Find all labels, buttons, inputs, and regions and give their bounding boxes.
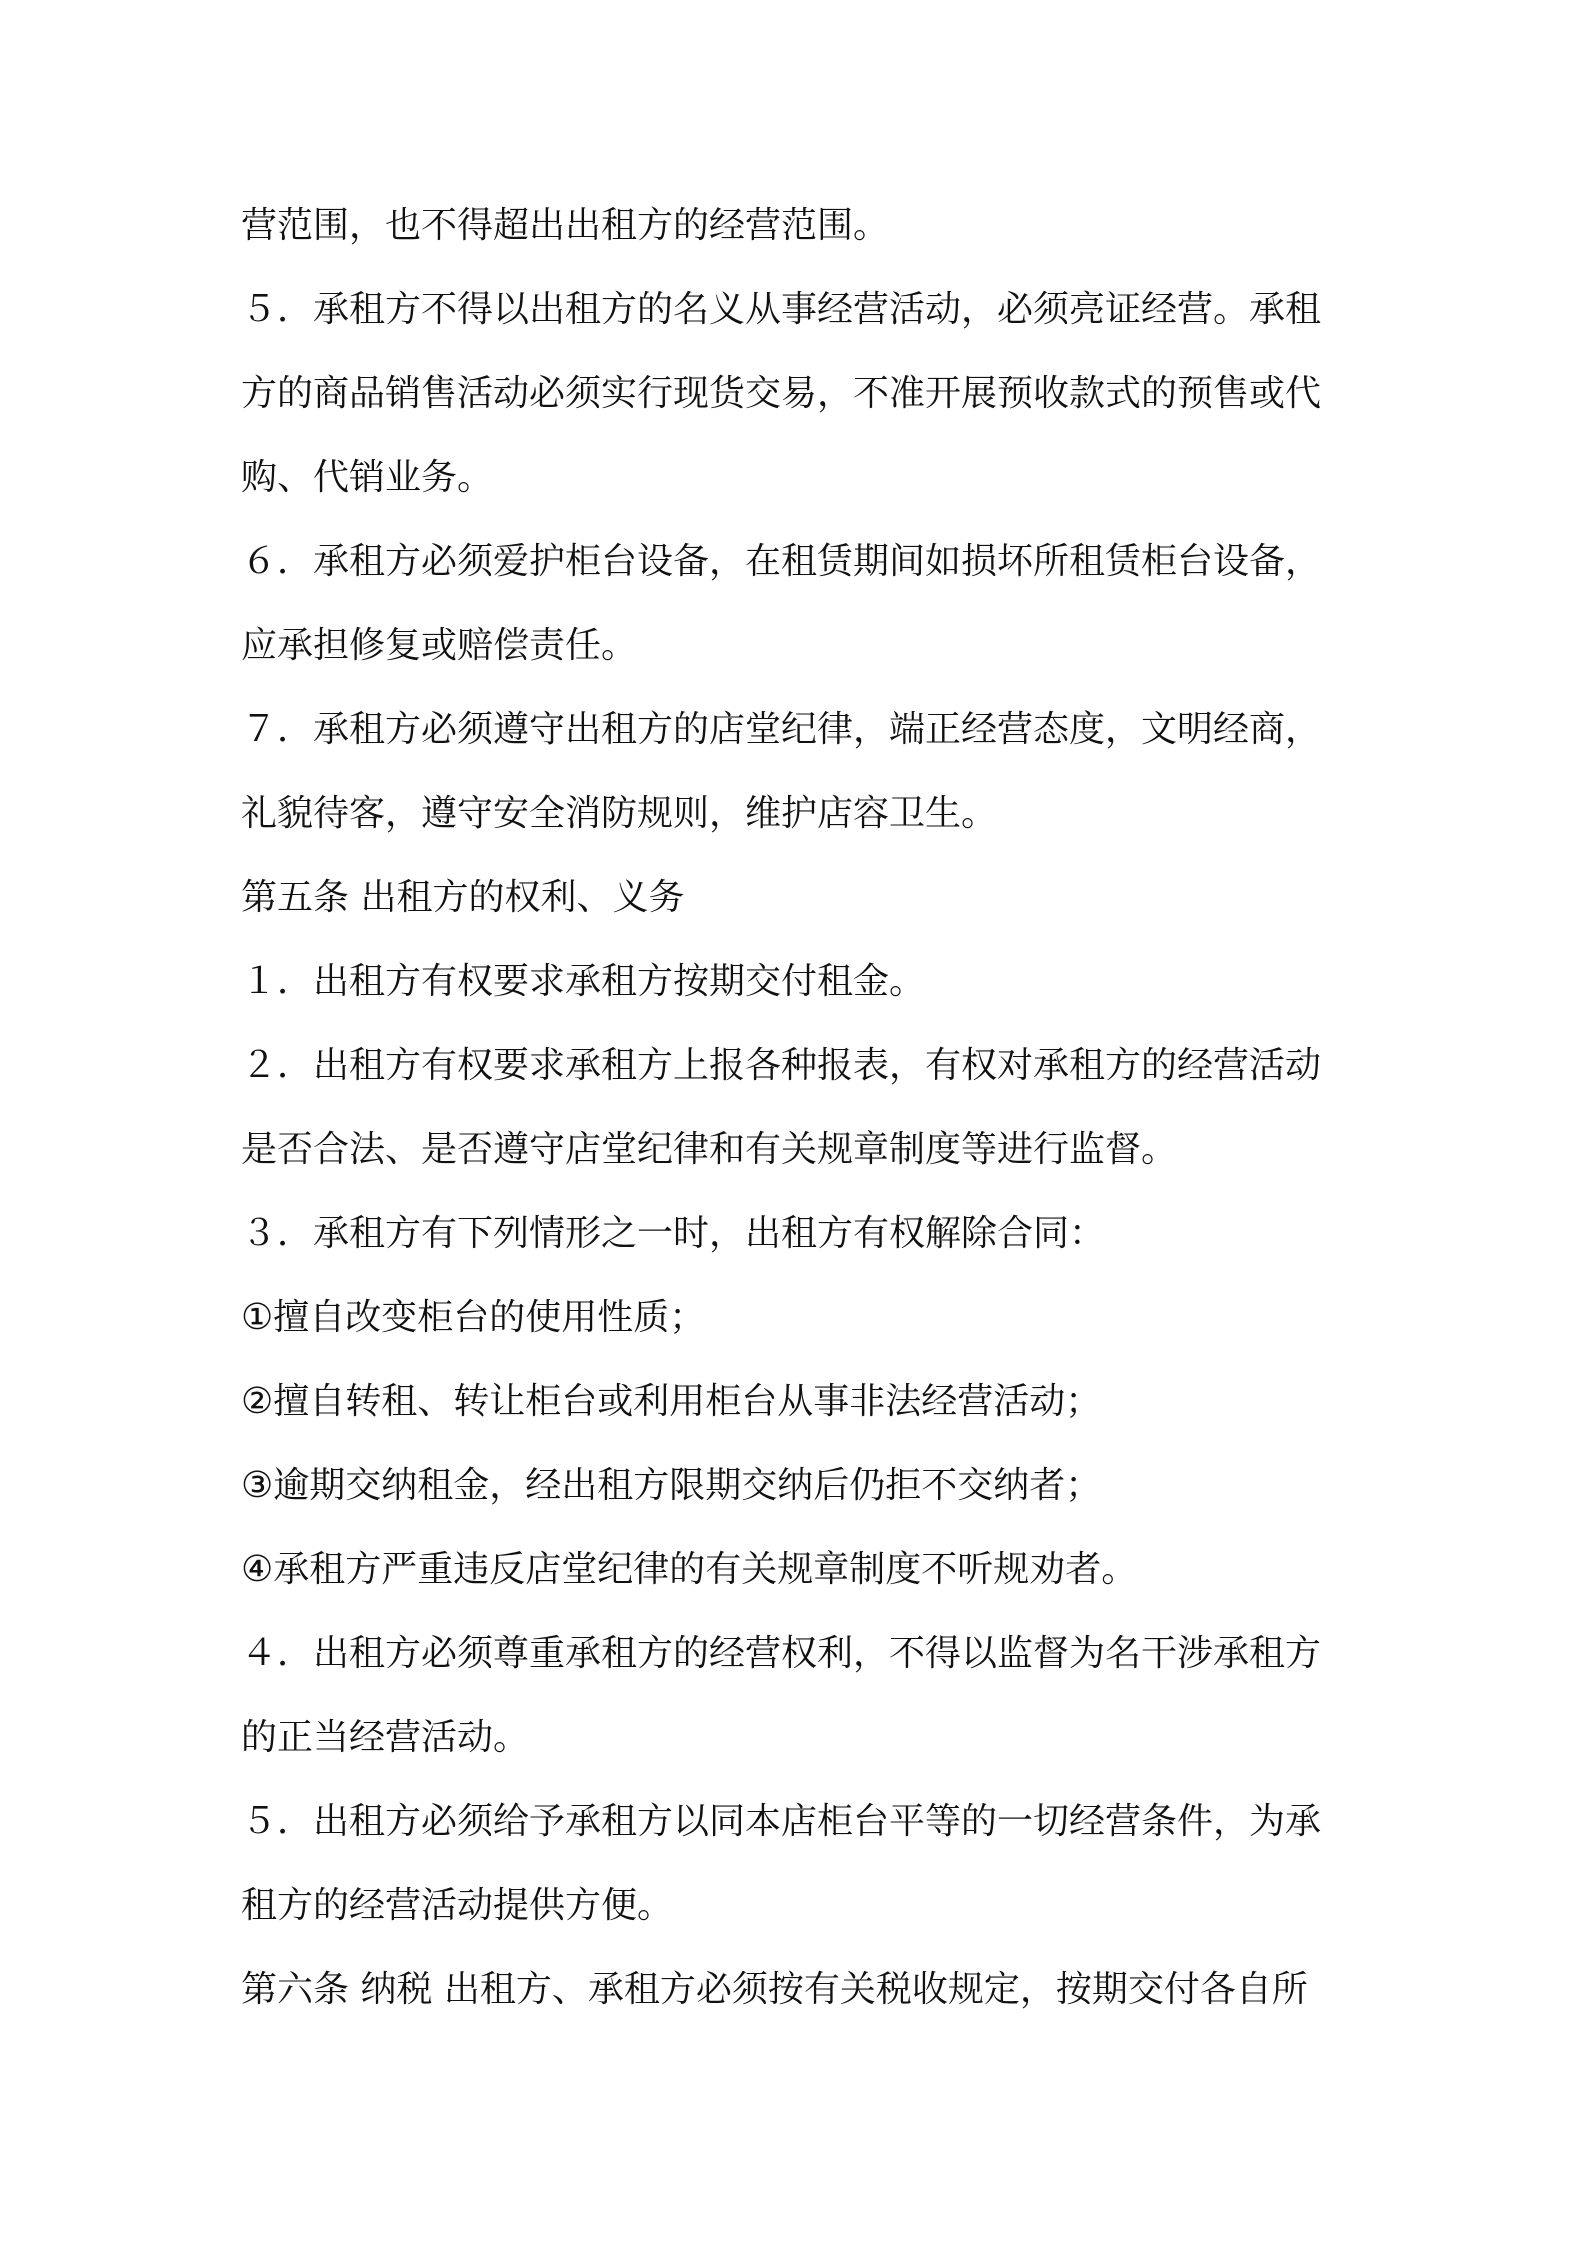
text-line: 礼貌待客，遵守安全消防规则，维护店容卫生。 [241, 793, 998, 834]
text-line: ３．承租方有下列情形之一时，出租方有权解除合同： [241, 1213, 1106, 1254]
text-line: 的正当经营活动。 [241, 1717, 530, 1758]
list-item: ①擅自改变柜台的使用性质； [241, 1297, 706, 1338]
section-heading: 第六条 纳税 出租方、承租方必须按有关税收规定，按期交付各自所 [241, 1969, 1308, 2010]
text-line: 应承担修复或赔偿责任。 [241, 625, 638, 666]
text-line: 方的商品销售活动必须实行现货交易，不准开展预收款式的预售或代 [241, 373, 1322, 414]
list-item: ④承租方严重违反店堂纪律的有关规章制度不听规劝者。 [241, 1549, 1138, 1590]
text-line: ５．出租方必须给予承租方以同本店柜台平等的一切经营条件，为承 [241, 1801, 1322, 1842]
text-line: ６．承租方必须爱护柜台设备，在租赁期间如损坏所租赁柜台设备， [241, 541, 1322, 582]
list-item: ②擅自转租、转让柜台或利用柜台从事非法经营活动； [241, 1381, 1102, 1422]
text-line: ５．承租方不得以出租方的名义从事经营活动，必须亮证经营。承租 [241, 289, 1322, 330]
text-line: 购、代销业务。 [241, 457, 494, 498]
text-line: ２．出租方有权要求承租方上报各种报表，有权对承租方的经营活动 [241, 1045, 1322, 1086]
text-line: １．出租方有权要求承租方按期交付租金。 [241, 961, 926, 1002]
text-line: 是否合法、是否遵守店堂纪律和有关规章制度等进行监督。 [241, 1129, 1178, 1170]
text-line: ７．承租方必须遵守出租方的店堂纪律，端正经营态度，文明经商， [241, 709, 1322, 750]
text-line: 租方的经营活动提供方便。 [241, 1885, 674, 1926]
text-line: ４．出租方必须尊重承租方的经营权利，不得以监督为名干涉承租方 [241, 1633, 1322, 1674]
list-item: ③逾期交纳租金，经出租方限期交纳后仍拒不交纳者； [241, 1465, 1102, 1506]
text-line: 营范围，也不得超出出租方的经营范围。 [241, 205, 890, 246]
section-heading: 第五条 出租方的权利、义务 [241, 877, 685, 918]
